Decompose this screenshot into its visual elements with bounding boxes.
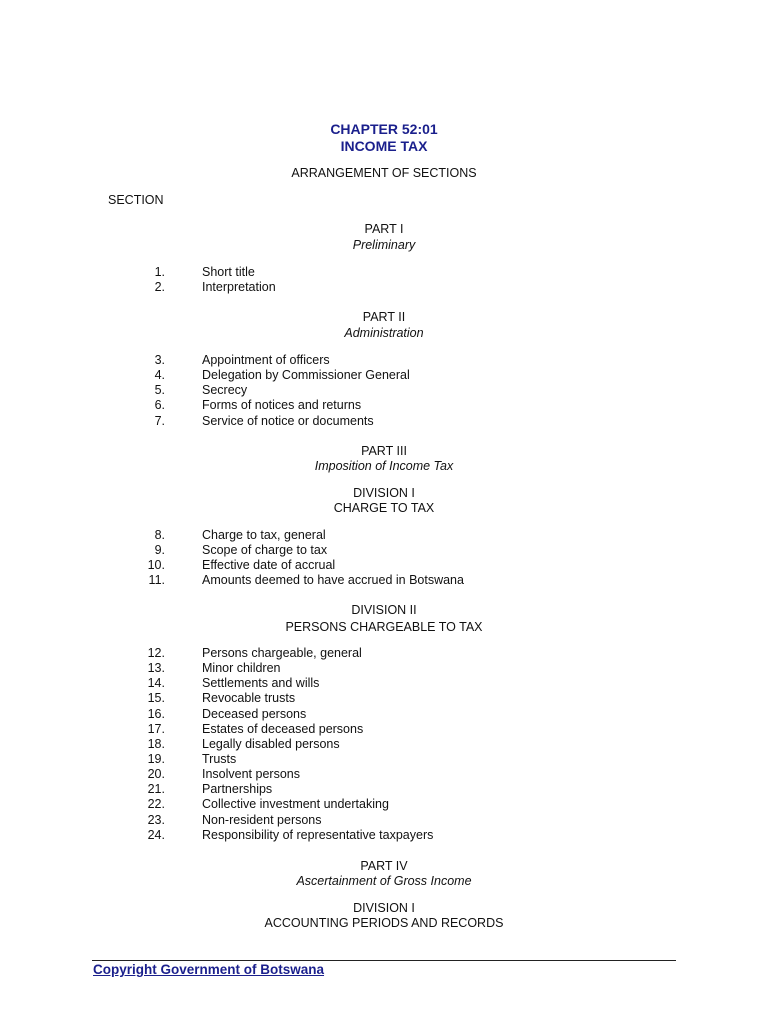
section-title: Partnerships [202, 782, 273, 797]
division-title: PERSONS CHARGEABLE TO TAX [285, 620, 483, 634]
section-title: Legally disabled persons [202, 736, 340, 751]
section-title: Amounts deemed to have accrued in Botswana [202, 573, 464, 588]
section-list [0, 353, 768, 429]
section-title: Interpretation [202, 280, 276, 295]
section-entry[interactable] [0, 558, 768, 573]
section-title: Non-resident persons [202, 812, 322, 827]
section-title: Persons chargeable, general [202, 646, 362, 660]
section-number: 17. [147, 721, 165, 736]
section-number: 14. [147, 676, 165, 691]
division-heading: DIVISION I [353, 901, 415, 915]
section-title: Scope of charge to tax [202, 543, 328, 558]
section-list [0, 528, 768, 589]
section-number: 18. [147, 736, 165, 751]
section-number: 20. [147, 767, 165, 782]
part-subtitle: Administration [344, 326, 424, 340]
section-entry[interactable] [0, 813, 768, 828]
section-number: 6. [154, 398, 165, 413]
division-heading: DIVISION I [353, 486, 415, 500]
section-entry[interactable] [0, 543, 768, 558]
section-title: Collective investment undertaking [202, 797, 389, 812]
section-number: 7. [154, 413, 165, 428]
section-entry[interactable] [0, 797, 768, 812]
section-title: Forms of notices and returns [202, 398, 362, 413]
section-entry[interactable] [0, 661, 768, 676]
section-number: 19. [147, 751, 165, 766]
section-title: Settlements and wills [202, 676, 320, 691]
section-entry[interactable] [0, 828, 768, 843]
section-title: Deceased persons [202, 706, 307, 721]
part-heading: PART I [364, 222, 404, 236]
section-entry[interactable] [0, 573, 768, 588]
chapter-number: CHAPTER 52:01 [330, 121, 438, 137]
section-number: 21. [147, 782, 165, 797]
section-title: Delegation by Commissioner General [202, 368, 410, 383]
section-number: 12. [147, 646, 165, 660]
section-number: 23. [147, 812, 165, 827]
section-entry[interactable] [0, 353, 768, 368]
section-title: Responsibility of representative taxpayers [202, 827, 434, 842]
section-list [0, 646, 768, 843]
chapter-title: INCOME TAX [340, 138, 428, 154]
section-title: Trusts [202, 751, 237, 766]
section-entry[interactable] [0, 767, 768, 782]
section-title: Minor children [202, 661, 281, 676]
part-subtitle: Preliminary [352, 238, 416, 252]
section-entry[interactable] [0, 368, 768, 383]
section-number: 15. [147, 691, 165, 706]
section-number: 22. [147, 797, 165, 812]
section-number: 13. [147, 661, 165, 676]
section-entry[interactable] [0, 752, 768, 767]
section-entry[interactable] [0, 782, 768, 797]
section-number: 16. [147, 706, 165, 721]
section-title: Estates of deceased persons [202, 721, 364, 736]
section-title: Secrecy [202, 383, 248, 398]
part-heading: PART III [361, 444, 407, 458]
section-title: Appointment of officers [202, 353, 330, 367]
section-entry[interactable] [0, 265, 768, 280]
section-entry[interactable] [0, 646, 768, 661]
section-entry[interactable] [0, 707, 768, 722]
section-number: 3. [154, 353, 165, 367]
part-heading: PART II [362, 310, 406, 324]
section-entry[interactable] [0, 398, 768, 413]
section-number: 24. [147, 827, 165, 842]
section-number: 2. [154, 280, 165, 295]
section-entry[interactable] [0, 737, 768, 752]
section-entry[interactable] [0, 691, 768, 706]
division-title: ACCOUNTING PERIODS AND RECORDS [264, 916, 504, 930]
section-entry[interactable] [0, 528, 768, 543]
section-column-label: SECTION [108, 193, 164, 207]
section-entry[interactable] [0, 280, 768, 295]
division-title: CHARGE TO TAX [333, 501, 435, 515]
section-title: Effective date of accrual [202, 558, 336, 573]
copyright-link[interactable]: Copyright Government of Botswana [93, 962, 325, 977]
section-entry[interactable] [0, 414, 768, 429]
section-entry[interactable] [0, 722, 768, 737]
section-number: 10. [147, 558, 165, 573]
section-title: Insolvent persons [202, 767, 300, 782]
arrangement-heading: ARRANGEMENT OF SECTIONS [291, 166, 477, 180]
section-title: Service of notice or documents [202, 413, 374, 428]
section-entry[interactable] [0, 383, 768, 398]
division-heading: DIVISION II [351, 603, 417, 617]
section-number: 9. [154, 543, 165, 558]
section-number: 5. [154, 383, 165, 398]
section-number: 8. [154, 528, 165, 542]
section-list [0, 265, 768, 295]
part-subtitle: Imposition of Income Tax [314, 459, 454, 473]
section-title: Charge to tax, general [202, 528, 326, 542]
section-entry[interactable] [0, 676, 768, 691]
section-number: 4. [154, 368, 165, 383]
section-title: Revocable trusts [202, 691, 296, 706]
section-number: 11. [148, 573, 165, 588]
part-subtitle: Ascertainment of Gross Income [296, 874, 472, 888]
section-title: Short title [202, 265, 255, 279]
part-heading: PART IV [360, 859, 408, 873]
section-number: 1. [154, 265, 165, 279]
